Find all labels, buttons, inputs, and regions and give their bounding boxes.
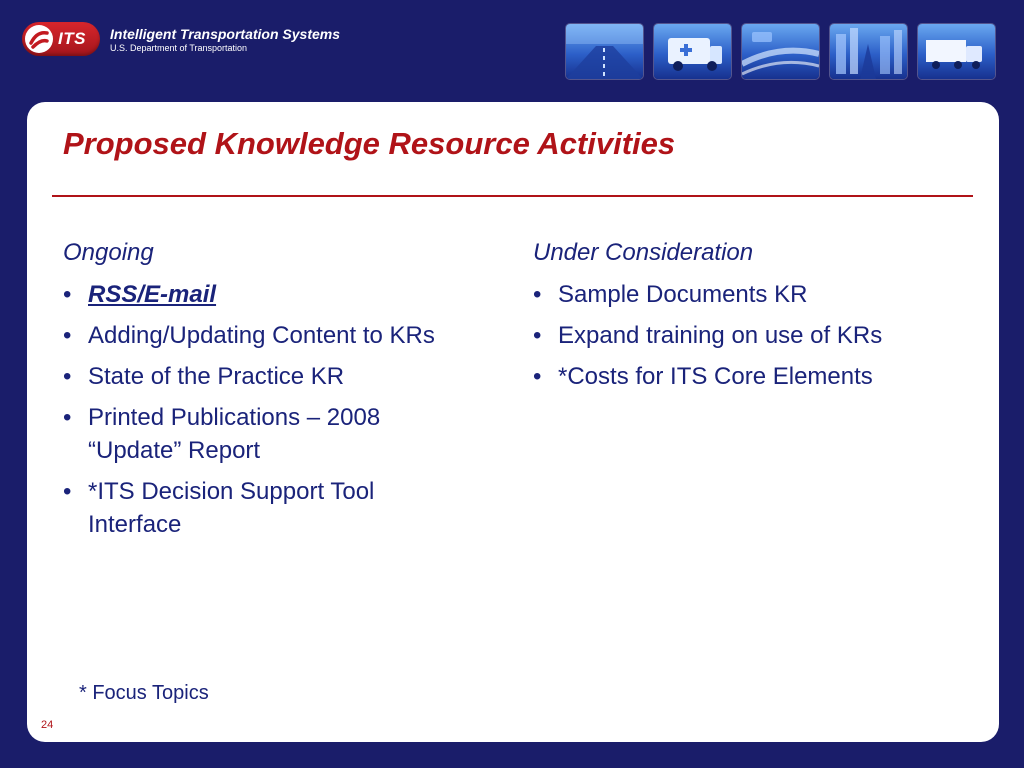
page-number: 24 xyxy=(41,719,54,731)
truck-photo xyxy=(918,24,995,79)
list-item-text: Printed Publications – 2008 “Update” Report xyxy=(88,404,381,464)
ongoing-heading: Ongoing xyxy=(63,239,154,266)
bullet-icon: • xyxy=(533,281,542,308)
logo-title: Intelligent Transportation Systems xyxy=(110,26,341,42)
its-logo-badge xyxy=(22,22,100,56)
ongoing-list xyxy=(63,278,473,541)
its-logo xyxy=(22,22,340,56)
under-consideration-heading: Under Consideration xyxy=(533,239,754,266)
title-divider xyxy=(52,195,973,197)
list-item-text: *ITS Decision Support Tool Interface xyxy=(88,478,375,538)
list-item xyxy=(533,360,973,393)
list-item xyxy=(63,401,473,467)
bullet-icon: • xyxy=(63,281,72,308)
header-banner xyxy=(0,0,1024,100)
bullet-icon: • xyxy=(63,363,72,390)
bullet-icon: • xyxy=(533,363,542,390)
ambulance-photo xyxy=(654,24,731,79)
focus-topics-footnote: * Focus Topics xyxy=(79,682,209,704)
slide-content-panel xyxy=(27,102,999,742)
bullet-icon: • xyxy=(63,322,72,349)
list-item xyxy=(63,475,473,541)
bullet-icon: • xyxy=(533,322,542,349)
slide-title: Proposed Knowledge Resource Activities xyxy=(63,126,676,161)
bullet-icon: • xyxy=(63,478,72,505)
bullet-icon: • xyxy=(63,404,72,431)
rss-email-link[interactable]: RSS/E-mail xyxy=(88,281,217,308)
list-item-text: State of the Practice KR xyxy=(88,363,345,390)
list-item xyxy=(63,319,473,352)
list-item-text: *Costs for ITS Core Elements xyxy=(558,363,873,390)
logo-abbrev: ITS xyxy=(58,29,86,48)
list-item xyxy=(533,319,973,352)
logo-subtitle: U.S. Department of Transportation xyxy=(110,43,248,53)
list-item-text: Sample Documents KR xyxy=(558,281,808,308)
list-item[interactable] xyxy=(63,278,473,311)
highway-photo xyxy=(566,24,643,79)
traffic-photo xyxy=(742,24,819,79)
under-consideration-list xyxy=(533,278,973,393)
list-item-text: Adding/Updating Content to KRs xyxy=(88,322,435,349)
list-item xyxy=(63,360,473,393)
city-street-photo xyxy=(830,24,907,79)
ongoing-column xyxy=(63,238,473,549)
under-consideration-column xyxy=(533,238,973,401)
dot-emblem-icon xyxy=(25,25,53,53)
photo-strip xyxy=(566,24,995,79)
list-item xyxy=(533,278,973,311)
list-item-text: Expand training on use of KRs xyxy=(558,322,883,349)
